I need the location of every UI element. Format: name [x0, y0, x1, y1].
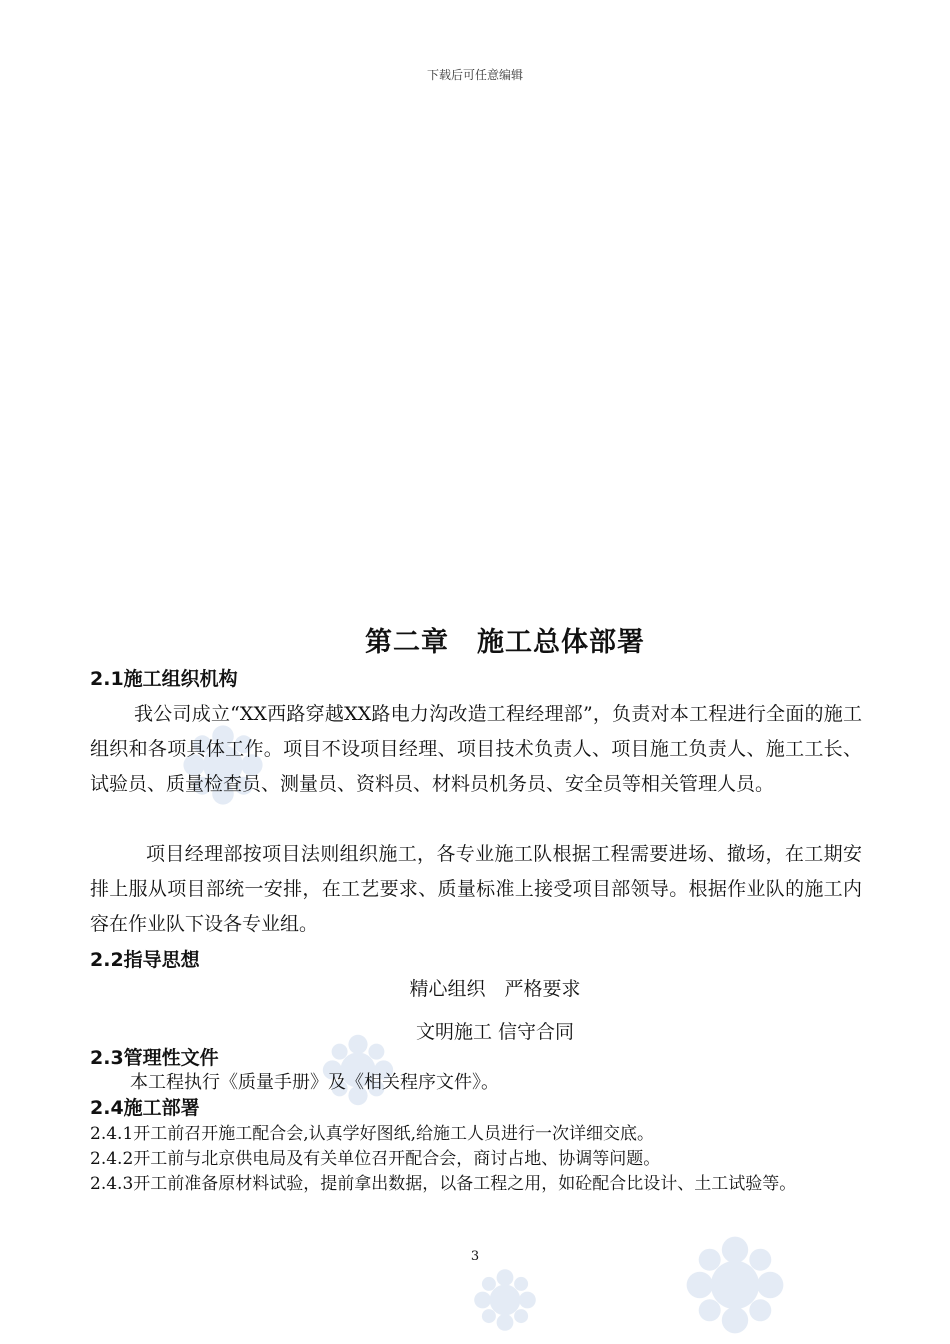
- paragraph-organization: 我公司成立“XX西路穿越XX路电力沟改造工程经理部”，负责对本工程进行全面的施工组织和各项具体工作。项目不设项目经理、项目技术负责人、项目施工负责人、施工工长、试验员、质量检查员、测量员、资料员、材料员机务员、安全员等相关管理人员。: [90, 703, 862, 795]
- paragraph-management: 项目经理部按项目法则组织施工，各专业施工队根据工程需要进场、撤场，在工期安排上服从项目部统一安排，在工艺要求、质量标准上接受项目部领导。根据作业队的施工内容在作业队下设各专业组。: [90, 843, 862, 935]
- management-docs-text: 本工程执行《质量手册》及《相关程序文件》。: [130, 1072, 499, 1093]
- watermark-snowflake-icon: [470, 1265, 540, 1335]
- motto-line-1: 精心组织 严格要求: [409, 978, 581, 1000]
- section-heading-2-1: 2.1施工组织机构: [90, 668, 238, 690]
- page-number: 3: [470, 1249, 480, 1264]
- motto-line-2: 文明施工 信守合同: [415, 1021, 575, 1043]
- chapter-title: 第二章 施工总体部署: [365, 627, 645, 658]
- header-note: 下载后可任意编辑: [426, 68, 523, 82]
- section-heading-2-4: 2.4施工部署: [90, 1097, 200, 1119]
- deployment-item: 2.4.3开工前准备原材料试验，提前拿出数据，以备工程之用，如砼配合比设计、土工试验等。: [90, 1174, 797, 1194]
- deployment-item: 2.4.2开工前与北京供电局及有关单位召开配合会，商讨占地、协调等问题。: [90, 1149, 661, 1169]
- section-heading-2-2: 2.2指导思想: [90, 949, 200, 971]
- section-heading-2-3: 2.3管理性文件: [90, 1047, 219, 1069]
- watermark-snowflake-icon: [680, 1230, 790, 1340]
- deployment-item: 2.4.1开工前召开施工配合会,认真学好图纸,给施工人员进行一次详细交底。: [90, 1124, 655, 1144]
